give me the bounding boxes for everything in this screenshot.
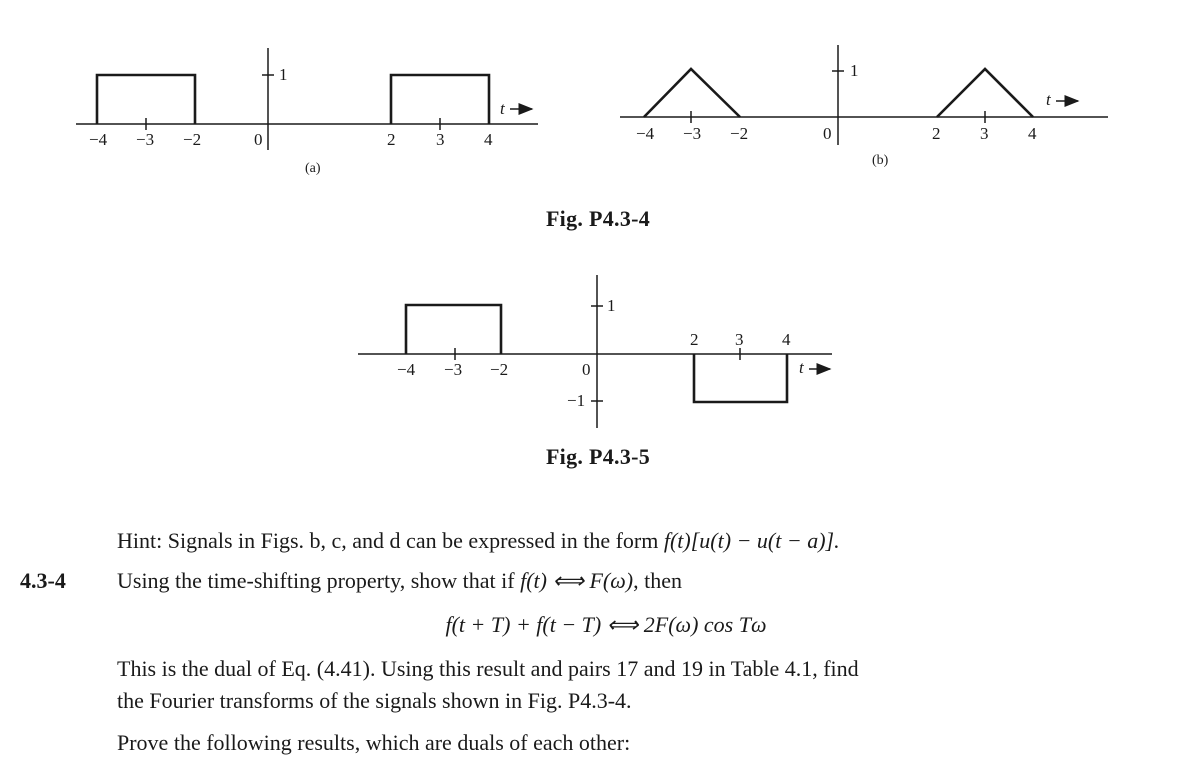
- right-rectangular-pulse: [391, 75, 489, 124]
- problem-statement-line-1: [117, 568, 682, 594]
- figure-p4-3-4-panel-b: [620, 45, 1108, 168]
- tick-label: −3: [683, 124, 702, 143]
- negative-rectangular-pulse: [694, 354, 787, 402]
- problem-number: 4.3-4: [20, 568, 66, 593]
- tick-label: −4: [636, 124, 655, 143]
- tick-label: 2: [690, 330, 699, 349]
- left-rectangular-pulse: [97, 75, 195, 124]
- tick-label: 4: [484, 130, 493, 149]
- y-tick-label-positive: 1: [607, 296, 616, 315]
- tick-label: 4: [1028, 124, 1037, 143]
- tick-label: −3: [444, 360, 463, 379]
- problem-paragraph-line-2: This is the dual of Eq. (4.41). Using this result and pairs 17 and 19 in Table 4.1, find: [117, 656, 859, 681]
- figure-caption-p4-3-5: Fig. P4.3-5: [545, 444, 651, 469]
- problem-text: , then: [633, 568, 683, 593]
- t-axis-label: t: [799, 358, 804, 377]
- problem-text: Using the time-shifting property, show that if: [117, 568, 521, 593]
- hint-formula: f(t)[u(t) − u(t − a)].: [663, 528, 840, 553]
- tick-label: 2: [932, 124, 941, 143]
- tick-label: −4: [89, 130, 108, 149]
- problem-paragraph-line-3: the Fourier transforms of the signals shown in Fig. P4.3-4.: [117, 688, 632, 713]
- right-triangular-pulse: [937, 69, 1033, 117]
- hint-text: Hint: Signals in Figs. b, c, and d can be expressed in the form: [117, 528, 664, 553]
- tick-label: 0: [254, 130, 263, 149]
- tick-label: 0: [582, 360, 591, 379]
- panel-label: (b): [872, 153, 889, 168]
- y-tick-label: 1: [850, 61, 859, 80]
- figure-p4-3-5: [358, 275, 832, 428]
- tick-label: 0: [823, 124, 832, 143]
- y-tick-label: 1: [279, 65, 288, 84]
- positive-rectangular-pulse: [406, 305, 501, 354]
- figure-caption-p4-3-4: Fig. P4.3-4: [545, 206, 651, 231]
- tick-label: 3: [436, 130, 445, 149]
- hint-paragraph: [117, 528, 840, 554]
- tick-label: 3: [735, 330, 744, 349]
- tick-label: −2: [730, 124, 749, 143]
- tick-label: 3: [980, 124, 989, 143]
- t-axis-label: t: [500, 99, 505, 118]
- figure-p4-3-4-panel-a: [76, 48, 538, 176]
- t-axis-label: t: [1046, 90, 1051, 109]
- tick-label: −2: [183, 130, 202, 149]
- problem-paragraph-line-4-cut: Prove the following results, which are duals of each other:: [117, 730, 631, 755]
- tick-label: −2: [490, 360, 509, 379]
- tick-label: −3: [136, 130, 155, 149]
- display-equation: f(t + T) + f(t − T) ⟺ 2F(ω) cos Tω: [445, 612, 767, 637]
- left-triangular-pulse: [644, 69, 740, 117]
- tick-label: 4: [782, 330, 791, 349]
- problem-inline-math: f(t) ⟺ F(ω): [520, 568, 634, 593]
- tick-label: −4: [397, 360, 416, 379]
- tick-label: 2: [387, 130, 396, 149]
- panel-label: (a): [305, 161, 321, 176]
- y-tick-label-negative: −1: [567, 391, 586, 410]
